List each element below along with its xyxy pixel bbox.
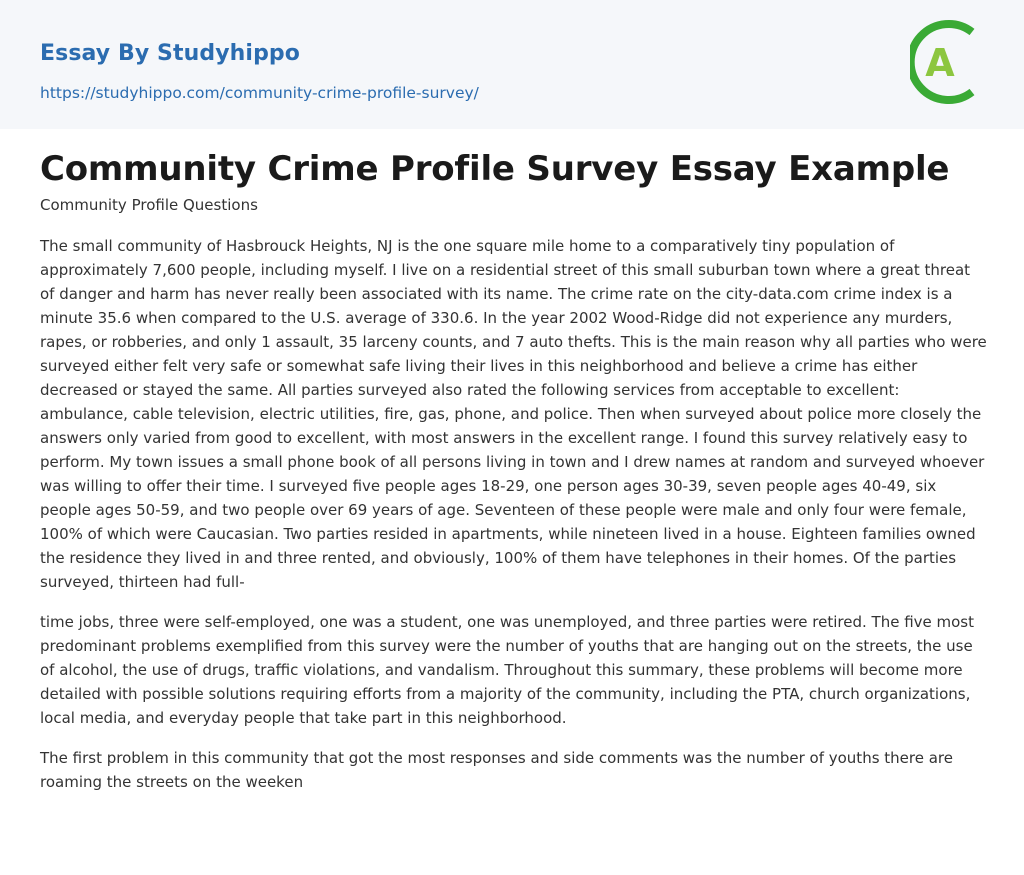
site-header <box>0 0 1024 129</box>
article-subtitle: Community Profile Questions <box>40 196 258 214</box>
studyhippo-logo-icon[interactable] <box>910 18 990 106</box>
source-url-link[interactable]: https://studyhippo.com/community-crime-profile-survey/ <box>40 84 479 102</box>
article-paragraph-2: time jobs, three were self-employed, one was a student, one was unemployed, and three parties were retired. The five most predominant problems exemplified from this survey were the number of youths that are hanging out on the streets, the use of alcohol, the use of drugs, traffic violations, and vandalism. Throughout this summary, these problems will become more detailed with possible solutions requiring efforts from a majority of the community, including the PTA, church organizations, local media, and everyday people that take part in this neighborhood. <box>40 613 974 727</box>
page-title: Community Crime Profile Survey Essay Example <box>40 149 950 189</box>
article-paragraph-1: The small community of Hasbrouck Heights, NJ is the one square mile home to a comparatively tiny population of approximately 7,600 people, including myself. I live on a residential street of this small suburban town where a great threat of danger and harm has never really been associated with its name. The crime rate on the city-data.com crime index is a minute 35.6 when compared to the U.S. average of 330.6. In the year 2002 Wood-Ridge did not experience any murders, rapes, or robberies, and only 1 assault, 35 larceny counts, and 7 auto thefts. This is the main reason why all parties who were surveyed either felt very safe or somewhat safe living their lives in this neighborhood and believe a crime has either decreased or stayed the same. All parties surveyed also rated the following services from acceptable to excellent: ambulance, cable television, electric utilities, fire, gas, phone, and police. Then when surveyed about police more closely the answers only varied from good to excellent, with most answers in the excellent range. I found this survey relatively easy to perform. My town issues a small phone book of all persons living in town and I drew names at random and surveyed whoever was willing to offer their time. I surveyed five people ages 18-29, one person ages 30-39, seven people ages 40-49, six people ages 50-59, and two people over 69 years of age. Seventeen of these people were male and only four were female, 100% of which were Caucasian. Two parties resided in apartments, while nineteen lived in a house. Eighteen families owned the residence they lived in and three rented, and obviously, 100% of them have telephones in their homes. Of the parties surveyed, thirteen had full- <box>40 237 987 591</box>
brand-title[interactable]: Essay By Studyhippo <box>40 41 300 66</box>
logo-letter: A <box>925 41 955 85</box>
article-paragraph-3: The first problem in this community that got the most responses and side comments was the number of youths there are roaming the streets on the weeken <box>40 749 953 791</box>
article <box>40 129 988 794</box>
